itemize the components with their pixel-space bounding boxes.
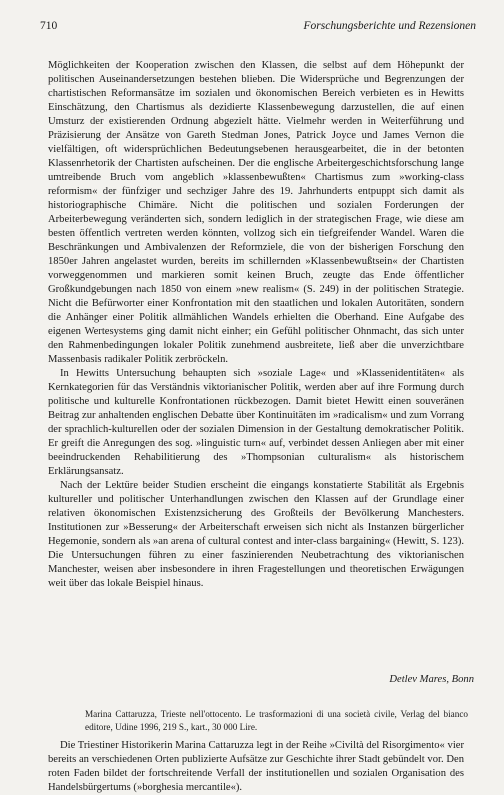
body-paragraph: Möglichkeiten der Kooperation zwischen den Klassen, die selbst auf dem Höhepunkt der politischen Auseinandersetzungen bestehen blieben. Die Widersprüche und Begrenzungen der chartistischen Reformansätze im sozialen und ökonomischen Bereich verbieten es in Hewitts Einschätzung, den Chartismus als dezidierte Klassenbewegung darzustellen, die auf einen Umsturz der existierenden Ordnung abgezielt hätte. Vielmehr werden in Weiterführung und Präzisierung der Ansätze von Gareth Stedman Jones, Patrick Joyce und James Vernon die vielfältigen, oft widersprüchlichen Bedeutungsebenen herausgearbeitet, die in der betonten Klassenrhetorik der Chartisten aufscheinen. Der die englische Arbeitergeschichtsforschung lange umtreibende Bruch vom angeblich »klassenbewußten« Chartismus zum »working-class reformism« der fünfziger und sechziger Jahre des 19. Jahrhunderts entpuppt sich damit als historiographische Chimäre. Nicht die politischen und sozialen Forderungen der Arbeiterbewegung veränderten sich, sondern lediglich in der strategischen Frage, wie diese am besten öffentlich vertreten werden könnten, vollzog sich ein tiefgreifender Wandel. Waren die Beschränkungen und Ambivalenzen der Reformziele, die von der bisherigen Forschung den 1850er Jahren angelastet wurden, bereits im schillernden »Klassenbewußtsein« der Chartisten vorweggenommen und markieren somit keinen Bruch, zeugte das Ende öffentlicher Großkundgebungen nach 1850 von einem »new realism« (S. 249) in der politischen Strategie. Nicht die Befürworter einer Konfrontation mit den staatlichen und lokalen Autoritäten, sondern die Anhänger einer Politik allmählichen Wandels erhielten die Oberhand. Eine Aufgabe des eigenen Wertesystems ging damit nicht einher; ein Gefühl politischer Ohnmacht, das sich unter den Rahmenbedingungen lokaler Politik zunehmend ausbreitete, ließ aber die unverzichtbare Massenbasis radikaler Politik zerbröckeln. [48, 60, 464, 365]
review-body [48, 59, 464, 591]
body-paragraph: In Hewitts Untersuchung behaupten sich »soziale Lage« und »Klassenidentitäten« als Kernkategorien für das Verständnis viktorianischer Politik, werden aber auf ihre Formung durch politische und kulturelle Konfrontationen rückbezogen. Damit bietet Hewitt einen souveränen Beitrag zur anhaltenden englischen Debatte über Kontinuitäten im »radicalism« und zum Vorrang der sprachlich-kulturellen oder der sozialen Dimension in der Gestaltung demokratischer Politik. Er greift die Anregungen des sog. »linguistic turn« auf, verbindet dessen Anliegen aber mit einer beeindruckenden Rehabilitierung des »Thompsonian culturalism« als historischem Erklärungsansatz. [48, 368, 464, 477]
author-signature: Detlev Mares, Bonn [389, 674, 474, 685]
bibliographic-entry: Marina Cattaruzza, Trieste nell'ottocento. Le trasformazioni di una società civile, Verlag del bianco editore, Udine 1996, 219 S., kart., 30 000 Lire. [85, 709, 468, 732]
page-header [40, 20, 476, 36]
next-review-paragraph: Die Triestiner Historikerin Marina Cattaruzza legt in der Reihe »Civiltà del Risorgimento« vier bereits an verschiedenen Orten publizierte Aufsätze zur Geschichte ihrer Stadt gebündelt vor. Den roten Faden bildet der fortschreitende Verfall der institutionellen und sozialen Organisation des Handelsbürgertums (»borghesia mercantile«). [48, 740, 464, 793]
body-paragraph: Nach der Lektüre beider Studien erscheint die eingangs konstatierte Stabilität als Ergebnis kultureller und politischer Unterhandlungen zwischen den Klassen auf der Grundlage einer relativen ökonomischen Existenzsicherung des Großteils der Bevölkerung Manchesters. Institutionen zur »Besserung« der Arbeiterschaft erweisen sich nicht als Instanzen bürgerlicher Hegemonie, sondern als »an arena of cultural contest and inter-class bargaining« (Hewitt, S. 123). Die Untersuchungen führen zu einer faszinierenden Neubetrachtung des viktorianischen Manchester, weisen aber insbesondere in ihren Fragestellungen und theoretischen Erwägungen weit über das lokale Beispiel hinaus. [48, 480, 464, 589]
running-title: Forschungsberichte und Rezensionen [303, 20, 476, 32]
page-number: 710 [40, 20, 58, 32]
